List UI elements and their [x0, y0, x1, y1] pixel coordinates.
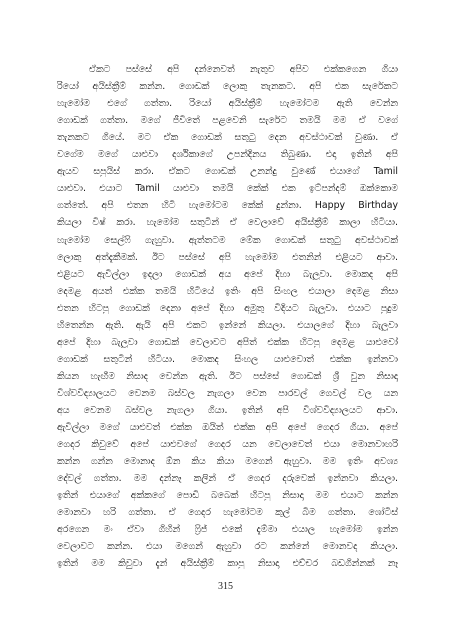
text-line: එළියට ඇවිල්ලා ඉදලා ගොඩක් අය අපේ දිහා බැලුවා. මොකද අපි	[57, 268, 398, 280]
text-line: ලොකු අත්දැකීමක්. ඊට පස්සේ අපි හැමෝම එතනින් එළියට ආවා.	[57, 251, 398, 263]
text-line: රියෝ අයිස්ක්‍රීම් කන්න. ගොඩක් ලොකු තැනකට. අපි එක සැරේකට	[57, 81, 398, 93]
text-line: හැමෝම සෙල්ෆි ගැහුවා. ඇත්තටම මේක ගොඩක් සතුටු අවස්ථාවක්	[57, 234, 398, 246]
text-line: කියලා විෂ් කරා. හැමෝම සතුටින් ඒ වෙලාවේ අයිස්ක්‍රීම් කාලා හිටියා.	[57, 217, 398, 229]
text-line: විශ්වවිද්‍යාලයට වෙනම බස්වල නැගලා වෙන පාරවල් ගෙවල් වල යන	[57, 387, 398, 399]
text-line: තැනකට ගියේ. මට ඒක ගොඩක් සතුටු දෙන අවස්ථාවක් වුණා. ඒ	[57, 132, 398, 144]
text-line: කන්න ගන්න මොනාද ඕන කිය කියා මගෙන් ඇහුවා. මම ඉතිං අවශ්‍ය	[57, 456, 398, 468]
text-line: ගෙදර කිවුවේ අපේ යාළුවගේ ගෙදර යන වෙලාවෙත් එයා මොනවාහරි	[57, 439, 398, 451]
text-line: මොනවා හරි ගත්තා. ඒ ගෙදර හැමෝටම කුල් බීම ගත්තා. ශෝටිස්	[57, 507, 398, 519]
text-line: වෙලාවට කන්න. එයා මගෙන් ඇහුවා රට කන්නේ මොනවද කියලා.	[57, 541, 398, 553]
text-line: දෙමළ අයත් එක්ක තමයි හිටියේ ඉතිං අපි සිංහල එයාලා දෙමළ නිසා	[57, 285, 398, 297]
text-line: ඇවිල්ලා මගේ යාළුවත් එක්ක ඔයිත් එක්ක අපි අපේ ගෙදර ගියා. අපේ	[57, 422, 398, 434]
text-line: ගත්තේ. අපි එතන හිටි හැමෝටම කේක් දුන්නා. Happy Birthday	[57, 200, 398, 212]
text-line: ඇයව සපුයිස් කරා. ඒකට ගොඩක් උනන්දු වුණේ එයාගේ Tamil	[57, 166, 398, 178]
text-line: ඉතින් එයාගේ අක්කගේ පොඩි බබෙක් හිටපු නිසාදා මම එයාට කන්න	[57, 490, 398, 502]
text-line: හැමෝම එගේ ගත්තා. රියෝ අයිස්ක්‍රීම් හැමෝටම ඇති වෙන්න	[57, 98, 398, 110]
text-line: දේවල් ගත්තා. මම දන්නෑ කලින් ඒ ගෙදර දරුවෙක් ඉන්නවා කියලා.	[57, 473, 398, 485]
text-line: අය වෙනම බස්වල නැගලා ගියා. ඉතින් අපි විශ්වවිද්‍යාලයට ආවා.	[57, 405, 398, 416]
text-line: යාළුවා. එයාට Tamil යාළුවා තමයි කේක් එක ඉට්පන්දම් ඔක්කොම	[57, 183, 398, 195]
text-line: හිතෙන්න ඇති. ඇයි අපි එකට ඉන්නේ කියලා. එයාලගේ දිහා බැලුවා	[57, 319, 398, 331]
text-line: එතන හිටපු ගොඩක් දෙනා අපේ දිහා අමුතු විදියට බැලුවා. එයාට පුදුම	[57, 302, 398, 314]
text-line: කියන හැඟීම නිසාද වෙන්න ඇති. ඊට පස්සේ ගොඩක් ශ්‍රී වුන නිසාදා	[57, 370, 398, 382]
text-line: ඒකට පස්සේ අපි දන්නෙවත් නැතුව අපිව එක්කගෙන ගියා	[89, 64, 398, 75]
text-line: ඉතින් මම කිවුවා දැන් අයිස්ක්‍රීම් කාපු නිසාදා එච්චර බඩගින්නක් නෑ	[57, 558, 398, 570]
page-number: 315	[218, 581, 233, 592]
text-line: වගේම මගේ යාළුවා දර්ශිකාගේ උපන්දිනය තිබුණා. එදා ඉතින් අපි	[57, 149, 398, 161]
text-line: ගොඩක් සතුටින් හිටියා. මොකද සිංහල යාළුවොත් එක්ක ඉන්නවා	[57, 353, 398, 365]
text-line: ගොඩක් ගත්තා. මගේ ජීවිතේ පළවෙනි සැරේට තමයි මම ඒ වගේ	[57, 115, 398, 127]
text-line: අපේ දිහා බැලුවා ගොඩක් වෙලාවට අපිත් එක්ක හිටපු දෙමළ යාළුවෝ	[57, 336, 398, 348]
text-line: අරගෙන මං ඒවා ගිහින් ෆ්‍රිජ් එකේ දැම්මා එයාල හැමෝම ඉන්න	[57, 524, 398, 536]
